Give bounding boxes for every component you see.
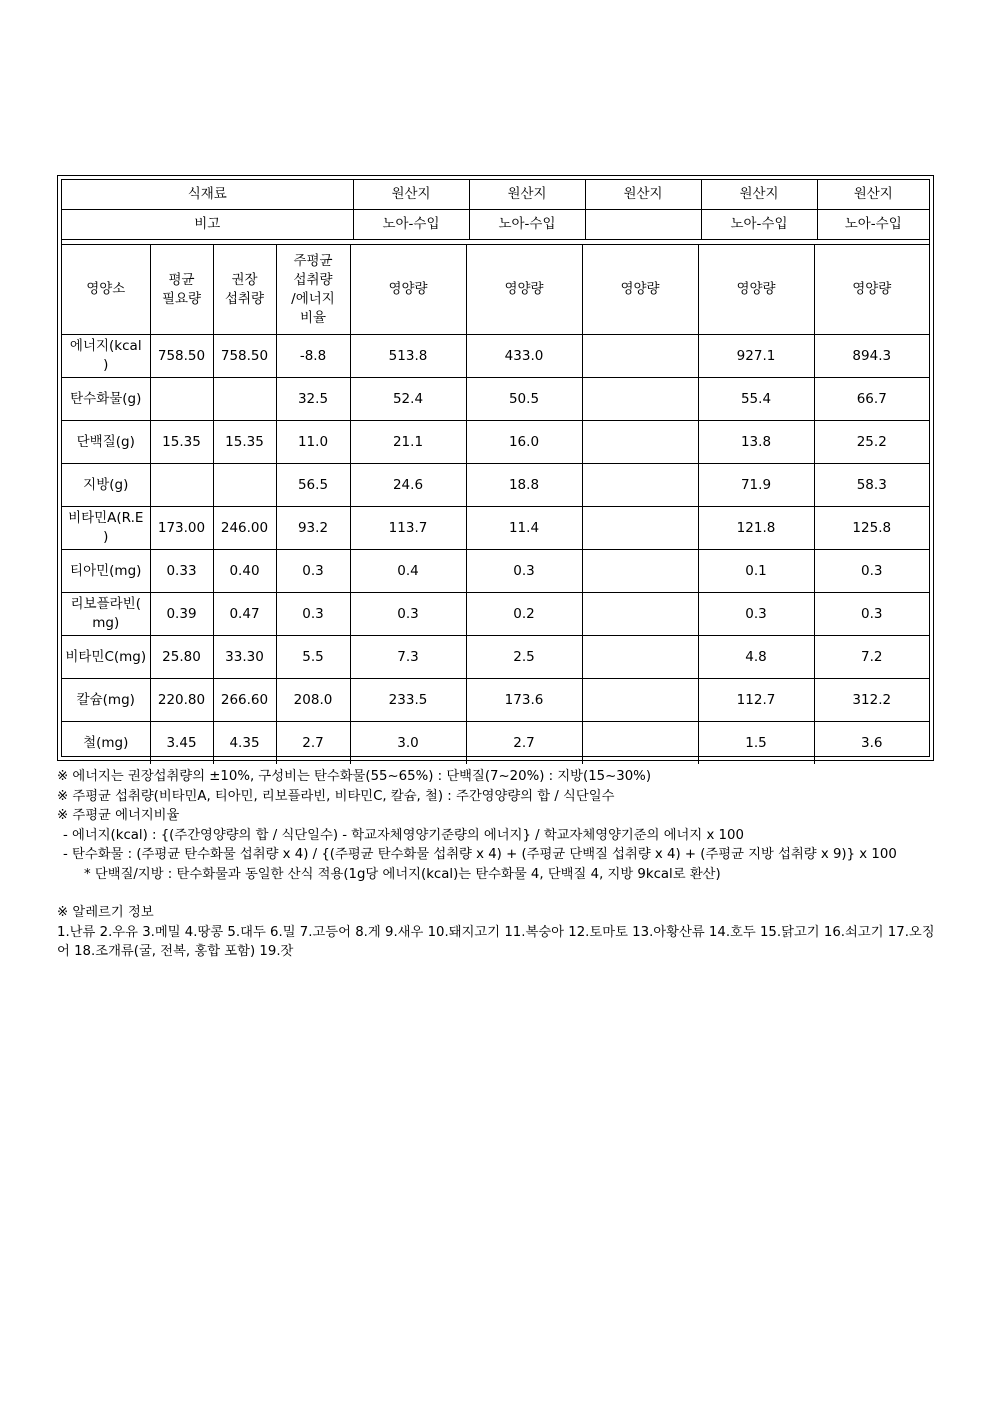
nutrient-value: 4.35: [213, 722, 276, 765]
origin-value: 노아-수입: [469, 210, 585, 240]
nutrient-value: 55.4: [698, 378, 814, 421]
nutrient-value: 66.7: [814, 378, 929, 421]
note-energy-ratio: ※ 에너지는 권장섭취량의 ±10%, 구성비는 탄수화물(55~65%) : 단백질(7~20%) : 지방(15~30%): [57, 769, 652, 784]
ingredient-label: 식재료: [62, 180, 353, 210]
nutrient-value: 513.8: [350, 335, 466, 378]
nutrient-value: [582, 593, 698, 636]
nutrient-table: [62, 244, 929, 764]
nutrient-value: 173.6: [466, 679, 582, 722]
origin-value: 노아-수입: [701, 210, 817, 240]
table-row: [62, 679, 929, 722]
nutrient-value: 0.3: [276, 593, 350, 636]
nutrient-value: 266.60: [213, 679, 276, 722]
allergy-list: 1.난류 2.우유 3.메밀 4.땅콩 5.대두 6.밀 7.고등어 8.게 9.새우 10.돼지고기 11.복숭아 12.토마토 13.아황산류 14.호두 15.닭고기 16.쇠고기 17.오징어 18.조개류(굴, 전복, 홍합 포함) 19.잣: [57, 924, 935, 959]
nutrient-value: [150, 378, 213, 421]
note-protein-fat: * 단백질/지방 : 탄수화물과 동일한 산식 적용(1g당 에너지(kcal)는 탄수화물 4, 단백질 4, 지방 9kcal로 환산): [84, 866, 721, 882]
column-header: 권장 섭취량: [213, 245, 276, 335]
nutrient-name: 에너지(kcal ): [62, 335, 150, 378]
note-weekly-intake: ※ 주평균 섭취량(비타민A, 티아민, 리보플라빈, 비타민C, 칼슘, 철) : 주간영양량의 합 / 식단일수: [57, 788, 615, 804]
nutrient-value: 233.5: [350, 679, 466, 722]
nutrient-value: 0.3: [466, 550, 582, 593]
nutrient-name: 티아민(mg): [62, 550, 150, 593]
allergy-title: ※ 알레르기 정보: [57, 905, 154, 920]
nutrient-value: 3.45: [150, 722, 213, 765]
nutrient-value: 33.30: [213, 636, 276, 679]
table-row: [62, 636, 929, 679]
table-row: [62, 421, 929, 464]
nutrient-value: [213, 464, 276, 507]
nutrient-value: [582, 378, 698, 421]
nutrient-value: 121.8: [698, 507, 814, 550]
column-header: 영양량: [814, 245, 929, 335]
nutrient-value: 2.7: [466, 722, 582, 765]
origin-label: 원산지: [585, 180, 701, 210]
nutrient-value: 25.2: [814, 421, 929, 464]
remark-row: [62, 210, 929, 240]
nutrient-value: [582, 464, 698, 507]
nutrient-value: 16.0: [466, 421, 582, 464]
nutrient-value: 3.0: [350, 722, 466, 765]
nutrient-value: [150, 464, 213, 507]
nutrient-value: 25.80: [150, 636, 213, 679]
nutrient-value: 312.2: [814, 679, 929, 722]
table-row: [62, 464, 929, 507]
origin-value: 노아-수입: [353, 210, 469, 240]
nutrient-value: 0.47: [213, 593, 276, 636]
nutrient-value: 758.50: [213, 335, 276, 378]
nutrient-value: 15.35: [150, 421, 213, 464]
nutrient-value: 433.0: [466, 335, 582, 378]
nutrient-value: [582, 636, 698, 679]
nutrient-name: 단백질(g): [62, 421, 150, 464]
nutrient-value: 24.6: [350, 464, 466, 507]
nutrient-value: 3.6: [814, 722, 929, 765]
table-row: [62, 378, 929, 421]
column-header: 영양량: [582, 245, 698, 335]
nutrient-value: 11.0: [276, 421, 350, 464]
nutrition-table-frame: [57, 175, 934, 761]
table-row: [62, 550, 929, 593]
notes-section: [57, 767, 937, 962]
nutrient-value: 113.7: [350, 507, 466, 550]
nutrient-value: 52.4: [350, 378, 466, 421]
column-header: 주평균 섭취량 /에너지 비율: [276, 245, 350, 335]
nutrient-name: 철(mg): [62, 722, 150, 765]
nutrient-value: [582, 679, 698, 722]
nutrient-value: 18.8: [466, 464, 582, 507]
column-header: 영양소: [62, 245, 150, 335]
nutrient-value: 0.2: [466, 593, 582, 636]
origin-value: 노아-수입: [817, 210, 929, 240]
nutrient-value: 58.3: [814, 464, 929, 507]
nutrient-value: 0.3: [350, 593, 466, 636]
column-header: 평균 필요량: [150, 245, 213, 335]
nutrient-value: 4.8: [698, 636, 814, 679]
nutrient-value: 15.35: [213, 421, 276, 464]
origin-label: 원산지: [469, 180, 585, 210]
table-row: [62, 722, 929, 765]
nutrient-value: 173.00: [150, 507, 213, 550]
nutrient-name: 리보플라빈( mg): [62, 593, 150, 636]
nutrient-value: 246.00: [213, 507, 276, 550]
nutrient-value: 2.5: [466, 636, 582, 679]
nutrient-value: 11.4: [466, 507, 582, 550]
table-row: [62, 335, 929, 378]
origin-label: 원산지: [701, 180, 817, 210]
nutrient-name: 비타민C(mg): [62, 636, 150, 679]
nutrient-value: 0.3: [814, 550, 929, 593]
nutrient-value: 71.9: [698, 464, 814, 507]
nutrient-value: -8.8: [276, 335, 350, 378]
nutrient-value: [582, 421, 698, 464]
nutrient-value: 21.1: [350, 421, 466, 464]
remark-label: 비고: [62, 210, 353, 240]
nutrient-value: 0.3: [814, 593, 929, 636]
nutrient-name: 칼슘(mg): [62, 679, 150, 722]
nutrient-value: 1.5: [698, 722, 814, 765]
note-carb-formula: - 탄수화물 : (주평균 탄수화물 섭취량 x 4) / {(주평균 탄수화물 섭취량 x 4) + (주평균 단백질 섭취량 x 4) + (주평균 지방 섭취량 x 9)} x 100: [63, 847, 897, 862]
nutrient-value: 5.5: [276, 636, 350, 679]
column-header: 영양량: [466, 245, 582, 335]
nutrient-value: 56.5: [276, 464, 350, 507]
nutrient-header-row: [62, 245, 929, 335]
nutrient-value: [582, 722, 698, 765]
note-energy-formula: - 에너지(kcal) : {(주간영양량의 합 / 식단일수) - 학교자체영양기준량의 에너지} / 학교자체영양기준의 에너지 x 100: [63, 827, 744, 843]
nutrient-value: 0.3: [698, 593, 814, 636]
nutrient-value: 7.3: [350, 636, 466, 679]
nutrient-value: 0.3: [276, 550, 350, 593]
table-row: [62, 507, 929, 550]
nutrient-value: 0.33: [150, 550, 213, 593]
nutrient-value: [213, 378, 276, 421]
nutrient-value: 13.8: [698, 421, 814, 464]
table-row: [62, 593, 929, 636]
nutrition-table-inner: [61, 179, 930, 757]
nutrient-value: 927.1: [698, 335, 814, 378]
nutrient-name: 지방(g): [62, 464, 150, 507]
origin-label: 원산지: [817, 180, 929, 210]
nutrient-value: 894.3: [814, 335, 929, 378]
nutrient-value: 7.2: [814, 636, 929, 679]
origin-row: [62, 180, 929, 210]
note-energy-heading: ※ 주평균 에너지비율: [57, 808, 180, 823]
column-header: 영양량: [698, 245, 814, 335]
nutrient-value: 0.40: [213, 550, 276, 593]
nutrient-value: 32.5: [276, 378, 350, 421]
nutrient-value: [582, 550, 698, 593]
nutrient-value: 758.50: [150, 335, 213, 378]
nutrient-name: 탄수화물(g): [62, 378, 150, 421]
nutrient-value: 50.5: [466, 378, 582, 421]
nutrient-value: 0.1: [698, 550, 814, 593]
nutrient-value: 0.4: [350, 550, 466, 593]
nutrient-value: 208.0: [276, 679, 350, 722]
nutrient-value: 125.8: [814, 507, 929, 550]
column-header: 영양량: [350, 245, 466, 335]
origin-label: 원산지: [353, 180, 469, 210]
nutrient-value: 220.80: [150, 679, 213, 722]
nutrient-value: 93.2: [276, 507, 350, 550]
nutrient-value: 0.39: [150, 593, 213, 636]
nutrient-value: 112.7: [698, 679, 814, 722]
nutrient-name: 비타민A(R.E ): [62, 507, 150, 550]
nutrient-value: [582, 507, 698, 550]
nutrient-value: 2.7: [276, 722, 350, 765]
nutrient-value: [582, 335, 698, 378]
origin-value: [585, 210, 701, 240]
ingredient-origin-table: [62, 180, 929, 239]
